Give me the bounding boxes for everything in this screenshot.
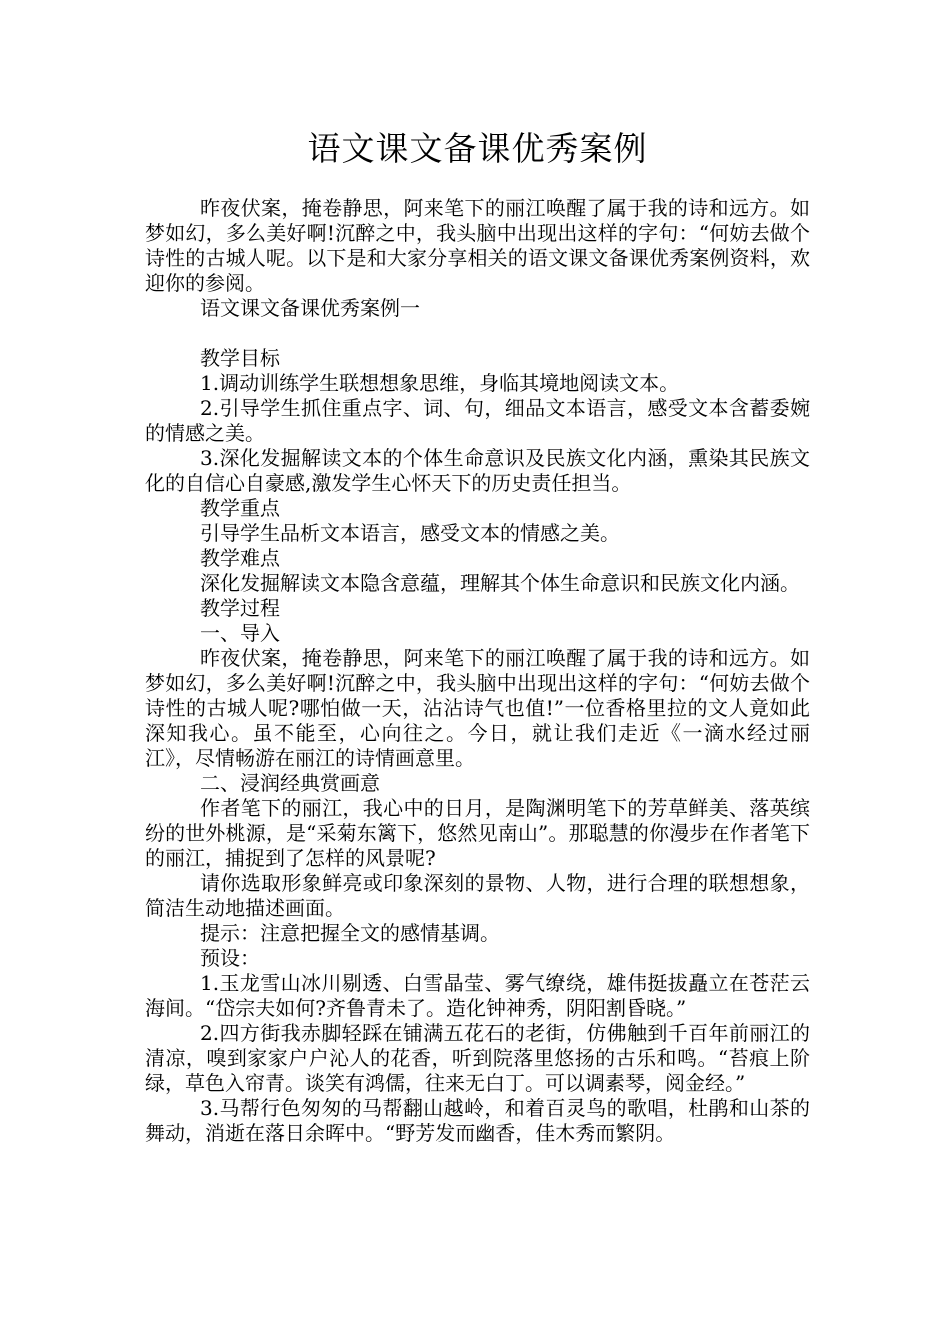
- goal-item-1: 1.调动训练学生联想想象思维，身临其境地阅读文本。: [200, 371, 680, 395]
- preset-item-3: 3.马帮行色匆匆的马帮翻山越岭，和着百灵鸟的歌唱，杜鹃和山茶的舞动，消逝在落日余晖中。“野芳发而幽香，佳木秀而繁阴。: [145, 1096, 810, 1145]
- section-heading-key-points: 教学重点: [200, 496, 280, 520]
- goal-item-3: 3.深化发掘解读文本的个体生命意识及民族文化内涵，熏染其民族文化的自信心自豪感,激发学生心怀天下的历史责任担当。: [145, 446, 810, 495]
- hint-paragraph: 提示：注意把握全文的感情基调。: [200, 921, 500, 945]
- case-heading: 语文课文备课优秀案例一: [200, 296, 420, 320]
- appreciation-paragraph: 作者笔下的丽江，我心中的日月，是陶渊明笔下的芳草鲜美、落英缤纷的世外桃源，是“采菊东篱下，悠然见南山”。那聪慧的你漫步在作者笔下的丽江，捕捉到了怎样的风景呢?: [145, 796, 810, 870]
- document-page: [145, 120, 810, 1146]
- section-heading-difficulties: 教学难点: [200, 546, 280, 570]
- subheading-appreciation: 二、浸润经典赏画意: [200, 771, 380, 795]
- section-heading-goals: 教学目标: [200, 346, 280, 370]
- preset-item-1: 1.玉龙雪山冰川剔透、白雪晶莹、雾气缭绕，雄伟挺拔矗立在苍茫云海间。“岱宗夫如何?齐鲁青未了。造化钟神秀，阴阳割昏晓。”: [145, 971, 810, 1020]
- subheading-intro: 一、导入: [200, 621, 280, 645]
- goal-item-2: 2.引导学生抓住重点字、词、句，细品文本语言，感受文本含蓄委婉的情感之美。: [145, 396, 810, 445]
- section-heading-process: 教学过程: [200, 596, 280, 620]
- preset-heading: 预设：: [200, 946, 260, 970]
- difficulties-text: 深化发掘解读文本隐含意蕴，理解其个体生命意识和民族文化内涵。: [200, 571, 800, 595]
- document-title: 语文课文备课优秀案例: [307, 129, 648, 168]
- task-paragraph: 请你选取形象鲜亮或印象深刻的景物、人物，进行合理的联想想象，简洁生动地描述画面。: [145, 871, 810, 920]
- intro-paragraph: 昨夜伏案，掩卷静思，阿来笔下的丽江唤醒了属于我的诗和远方。如梦如幻，多么美好啊!沉醉之中，我头脑中出现出这样的字句：“何妨去做个诗性的古城人呢。以下是和大家分享相关的语文课文备课优秀案例资料，欢迎你的参阅。: [145, 196, 810, 295]
- document-body: [145, 196, 810, 1146]
- intro-body-paragraph: 昨夜伏案，掩卷静思，阿来笔下的丽江唤醒了属于我的诗和远方。如梦如幻，多么美好啊!沉醉之中，我头脑中出现出这样的字句：“何妨去做个诗性的古城人呢?哪怕做一天，沾沾诗气也值!”一位香格里拉的文人竟如此深知我心。虽不能至，心向往之。今日，就让我们走近《一滴水经过丽江》，尽情畅游在丽江的诗情画意里。: [145, 646, 810, 770]
- blank-line: [145, 321, 810, 346]
- key-points-text: 引导学生品析文本语言，感受文本的情感之美。: [200, 521, 620, 545]
- preset-item-2: 2.四方街我赤脚轻踩在铺满五花石的老街，仿佛触到千百年前丽江的清凉，嗅到家家户户沁人的花香，听到院落里悠扬的古乐和鸣。“苔痕上阶绿，草色入帘青。谈笑有鸿儒，往来无白丁。可以调素琴，阅金经。”: [145, 1021, 810, 1095]
